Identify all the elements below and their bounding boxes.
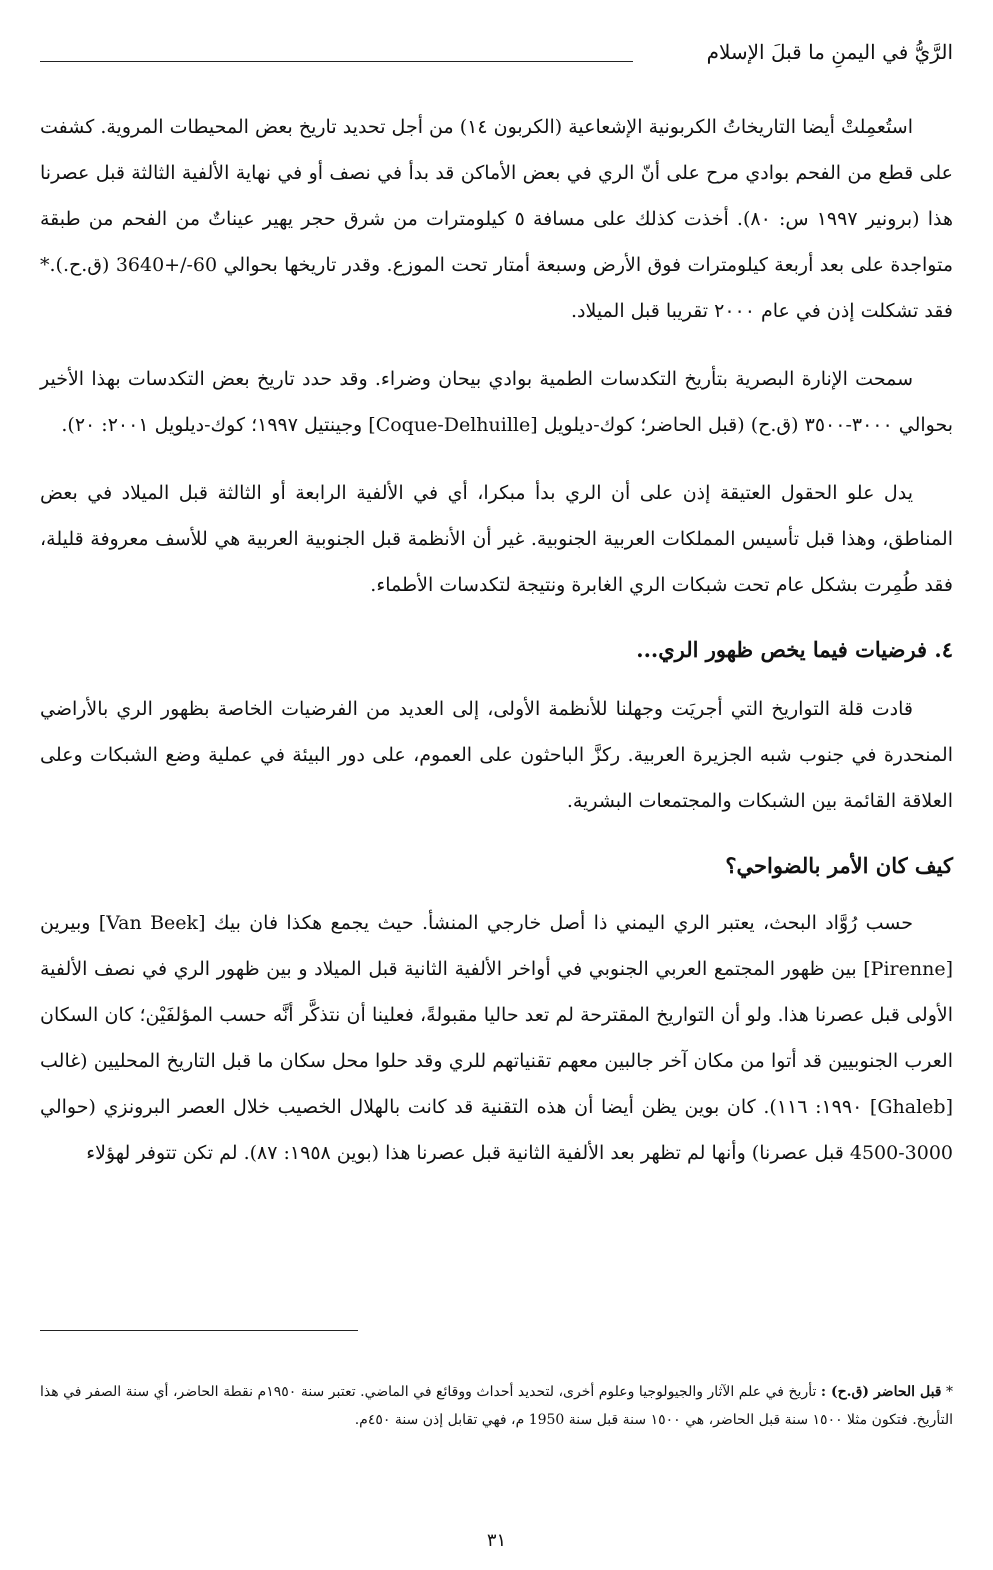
running-header [40,34,953,74]
footnote [40,1378,953,1434]
section-heading: ٤. فرضيات فيما يخص ظهور الري... [636,637,953,662]
paragraph-radiocarbon: استُعمِلتْ أيضا التاريخاتُ الكربونية الإشعاعية (الكربون ١٤) من أجل تحديد تاريخ بعض المحيطات المروية. كشفت على قطع من الفحم بوادي مرح على أنّ الري في بعض الأماكن قد بدأ في نصف أو في نهاية الألفية الثالثة قبل عصرنا هذا (برونير ١٩٩٧ س: ٨٠). أخذت كذلك على مسافة ٥ كيلومترات من شرق حجر يهير عيناتٌ من الفحم من طبقة متواجدة على بعد أربعة كيلومترات فوق الأرض وسبعة أمتار تحت الموزع. وقدر تاريخها بحوالي 60-/+3640 (ق.ح.).* فقد تشكلت إذن في عام ٢٠٠٠ تقريبا قبل الميلاد. [40,116,953,322]
page-number: ٣١ [486,1530,507,1551]
footnote-text: تأريخ في علم الآثار والجيولوجيا وعلوم أخرى، لتحديد أحداث ووقائع في الماضي. تعتبر سنة ١٩٥٠م نقطة الحاضر، أي سنة الصفر في هذا التأريخ. فتكون مثلا ١٥٠٠ سنة قبل الحاضر، هي ١٥٠٠ سنة قبل سنة 1950 م، فهي تقابل إذن سنة ٤٥٠م. [40,1384,953,1428]
header-rule [40,61,633,62]
page-body [40,104,953,1198]
sub-heading: كيف كان الأمر بالضواحي؟ [725,853,953,878]
running-header-title: الرَّيُّ في اليمنِ ما قبلَ الإسلام [706,40,953,64]
paragraph-optical-dating: سمحت الإنارة البصرية بتأريخ التكدسات الطمية بوادي بيحان وضراء. وقد حدد تاريخ بعض التكدسات بهذا الأخير بحوالي ٣٠٠٠-٣٥٠٠ (ق.ح) (قبل الحاضر؛ كوك-ديلويل [Coque-Delhuille] وجينتيل ١٩٩٧؛ كوك-ديلويل ٢٠٠١: ٢٠). [40,368,953,436]
paragraph-hypotheses: قادت قلة التواريخ التي أجريَت وجهلنا للأنظمة الأولى، إلى العديد من الفرضيات الخاصة بظهور الري بالأراضي المنحدرة في جنوب شبه الجزيرة العربية. ركزَّ الباحثون على العموم، على دور البيئة في عملية وضع الشبكات وعلى العلاقة القائمة بين الشبكات والمجتمعات البشرية. [40,698,953,812]
footnote-marker: * [946,1384,954,1400]
footnote-rule [40,1330,358,1331]
paragraph-external-origin: حسب رُوَّاد البحث، يعتبر الري اليمني ذا أصل خارجي المنشأ. حيث يجمع هكذا فان بيك [Van Beek] وبيرين [Pirenne] بين ظهور المجتمع العربي الجنوبي في أواخر الألفية الثانية قبل الميلاد و بين ظهور الري في نصف الألفية الأولى قبل عصرنا هذا. ولو أن التواريخ المقترحة لم تعد حاليا مقبولةً، فعلينا أن نتذكَّر أنَّه حسب المؤلفَيْن؛ كان السكان العرب الجنوبيين قد أتوا من مكان آخر جالبين معهم تقنياتهم للري وقد حلوا محل سكان ما قبل التاريخ المحليين (غالب [Ghaleb] ١٩٩٠: ١١٦). كان بوين يظن أيضا أن هذه التقنية قد كانت بالهلال الخصيب خلال العصر البرونزي (حوالي 3000-4500 قبل عصرنا) وأنها لم تظهر بعد الألفية الثانية قبل عصرنا هذا (بوين ١٩٥٨: ٨٧). لم تكن تتوفر لهؤلاء [40,912,953,1164]
paragraph-ancient-fields: يدل علو الحقول العتيقة إذن على أن الري بدأ مبكرا، أي في الألفية الرابعة أو الثالثة قبل الميلاد في بعض المناطق، وهذا قبل تأسيس المملكات العربية الجنوبية. غير أن الأنظمة قبل الجنوبية العربية هي للأسف معروفة قليلة، فقد طُمِرت بشكل عام تحت شبكات الري الغابرة ونتيجة لتكدسات الأطماء. [40,482,953,596]
footnote-term: قبل الحاضر (ق.ح) : [820,1384,942,1400]
